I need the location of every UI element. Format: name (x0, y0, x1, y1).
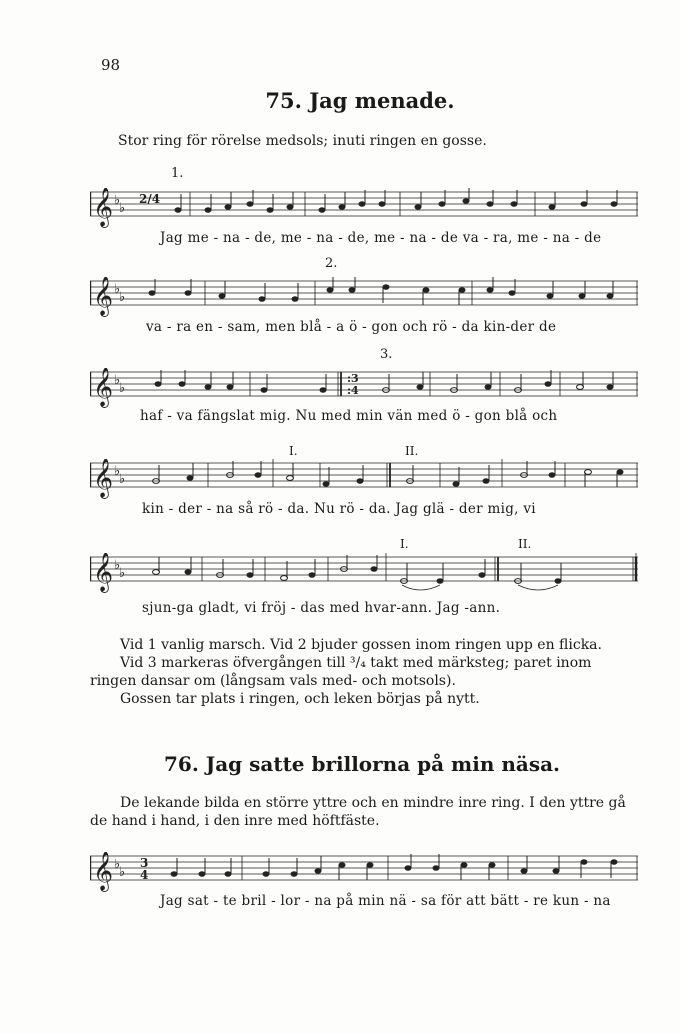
svg-text:𝄞: 𝄞 (93, 277, 114, 316)
svg-text:♭: ♭ (114, 857, 121, 872)
svg-text:♭: ♭ (119, 290, 126, 305)
song-76-title: 76. Jag satte brillorna på min näsa. (163, 752, 560, 776)
svg-text:2/4: 2/4 (139, 192, 161, 206)
svg-text:𝄞: 𝄞 (93, 852, 114, 891)
ending-1b-label: I. (400, 537, 409, 551)
svg-text:♭: ♭ (119, 381, 126, 396)
svg-text:♭: ♭ (119, 566, 126, 581)
svg-text:♭: ♭ (119, 201, 126, 216)
svg-text:♭: ♭ (119, 865, 126, 880)
music-staff-row-4 (90, 459, 638, 499)
svg-text:♭: ♭ (114, 558, 121, 573)
note-2: Vid 3 markeras öfvergången till ³/₄ takt med märksteg; paret inom ringen dansar om (långsam vals med- och motsols). (90, 655, 592, 689)
svg-text:𝄞: 𝄞 (93, 188, 114, 227)
svg-text::4: :4 (347, 384, 359, 397)
svg-text::3: :3 (347, 372, 359, 385)
marker-3: 3. (380, 347, 393, 362)
music-staff-row-5 (90, 553, 638, 593)
svg-text:𝄞: 𝄞 (93, 459, 114, 498)
marker-2: 2. (325, 256, 338, 271)
page-number: 98 (101, 56, 121, 74)
svg-text:♭: ♭ (119, 472, 126, 487)
song-75-title: 75. Jag menade. (265, 88, 455, 113)
svg-text:3: 3 (140, 856, 149, 870)
svg-text:♭: ♭ (114, 373, 121, 388)
svg-text:𝄞: 𝄞 (93, 368, 114, 407)
svg-text:♭: ♭ (114, 282, 121, 297)
song-76-intro: De lekande bilda en större yttre och en mindre inre ring. I den yttre gå de hand i hand, i den inre med höftfäste. (90, 795, 626, 829)
note-3: Gossen tar plats i ringen, och leken börjas på nytt. (120, 691, 480, 707)
music-staff-song-76 (90, 852, 638, 892)
marker-1: 1. (171, 166, 184, 181)
music-staff-row-1 (90, 188, 638, 228)
ending-1-label: I. (289, 444, 298, 458)
ending-2-label: II. (405, 444, 419, 458)
ending-2b-label: II. (518, 537, 532, 551)
song-75-notes (90, 636, 638, 708)
song-75-intro: Stor ring för rörelse medsols; inuti ringen en gosse. (118, 133, 487, 149)
music-staff-row-2 (90, 277, 638, 317)
svg-text:♭: ♭ (114, 193, 121, 208)
svg-text:4: 4 (140, 868, 149, 882)
svg-text:♭: ♭ (114, 464, 121, 479)
music-staff-row-3 (90, 368, 638, 408)
note-1: Vid 1 vanlig marsch. Vid 2 bjuder gossen inom ringen upp en flicka. (120, 637, 602, 653)
svg-text:𝄞: 𝄞 (93, 553, 114, 592)
